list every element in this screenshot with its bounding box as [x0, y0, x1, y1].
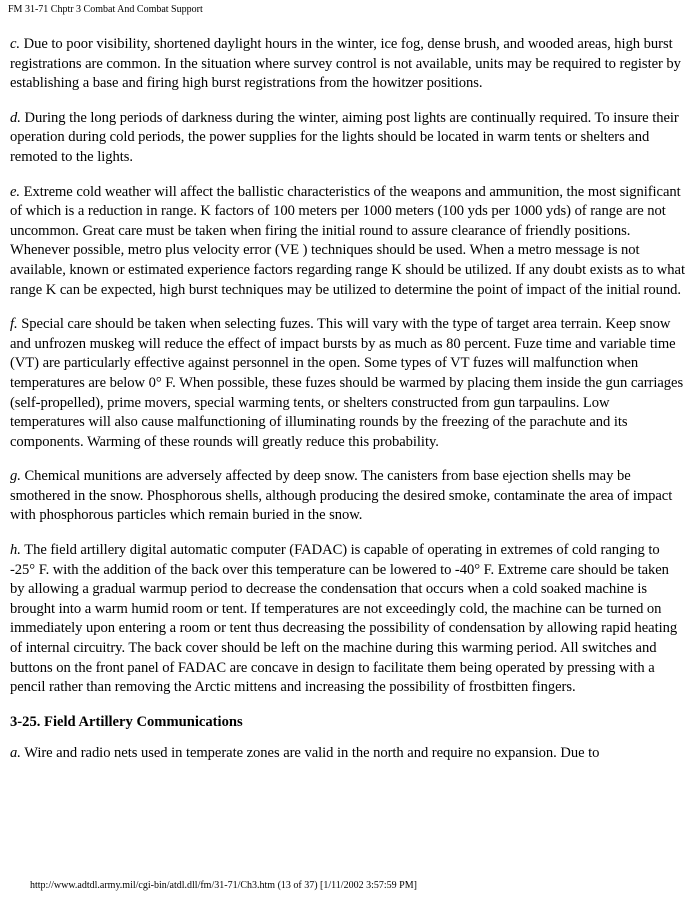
paragraph-e: [10, 183, 686, 301]
paragraph-c: [10, 35, 686, 94]
paragraph-d-text: During the long periods of darkness during the winter, aiming post lights are continually required. To insure their operation during cold periods, the power supplies for the lights should be located in warm tents or shelters and remoted to the lights.: [10, 109, 679, 165]
paragraph-h: [10, 541, 686, 698]
document-body: [10, 35, 686, 779]
paragraph-d: [10, 109, 686, 168]
paragraph-d-lead: d.: [10, 109, 21, 126]
paragraph-g-text: Chemical munitions are adversely affected by deep snow. The canisters from base ejection shells may be smothered in the snow. Phosphorous shells, although producing the desired smoke, contaminate the area of impact with phosphorous particles which remain buried in the snow.: [10, 468, 673, 524]
paragraph-c-text: Due to poor visibility, shortened daylight hours in the winter, ice fog, dense brush, and wooded areas, high burst registrations are common. In the situation where survey control is not available, units may be required to register by establishing a base and firing high burst registrations from the howitzer positions.: [10, 36, 681, 92]
section-paragraph-a: [10, 744, 686, 764]
page-header-title: FM 31-71 Chptr 3 Combat And Combat Support: [8, 4, 203, 15]
paragraph-c-lead: c.: [10, 36, 21, 52]
paragraph-g: [10, 467, 686, 526]
section-heading: 3-25. Field Artillery Communications: [10, 713, 243, 730]
section-paragraph-a-lead: a.: [10, 745, 21, 762]
paragraph-e-text: Extreme cold weather will affect the ballistic characteristics of the weapons and ammunition, the most significant of which is a reduction in range. K factors of 100 meters per 1000 meters (100 yds per 1000 yds) of range are not uncommon. Great care must be taken when firing the initial round to assure clearance of friendly positions. Whenever possible, metro plus velocity error (VE ) techniques should be used. When a metro message is not available, known or estimated experience factors regarding range K should be utilized. If any doubt exists as to what range K can be expected, high burst techniques may be utilized to determine the point of impact of the initial round.: [10, 183, 685, 298]
paragraph-h-text: The field artillery digital automatic computer (FADAC) is capable of operating in extremes of cold ranging to -25° F. with the addition of the back over this temperature can be lowered to -40° F. Extreme care should be taken by allowing a gradual warmup period to decrease the condensation that occurs when a cold soaked machine is brought into a warm humid room or tent. If temperatures are not exceedingly cold, the machine can be turned on immediately upon entering a room or tent thus decreasing the possibility of condensation by allowing rapid heating of internal circuitry. The back cover should be left on the machine during this warming period. All switches and buttons on the front panel of FADAC are concave in design to facilitate them being operated by pressing with a pencil rather than removing the Arctic mittens and increasing the possibility of frostbitten fingers.: [10, 542, 678, 696]
paragraph-g-lead: g.: [10, 468, 21, 485]
paragraph-f-text: Special care should be taken when selecting fuzes. This will vary with the type of target area terrain. Keep snow and unfrozen muskeg will reduce the effect of impact bursts by as much as 80 percent. Fuze time and variable time (VT) are particularly effective against personnel in the open. Some types of VT fuzes will malfunction when temperatures are below 0° F. When possible, these fuzes should be warmed by placing them inside the gun carriages (self-propelled), prime movers, special warming tents, or shelters constructed from gun tarpaulins. Low temperatures will also cause malfunctioning of illuminating rounds by the freezing of the parachute and its components. Warming of these rounds will greatly reduce this probability.: [10, 316, 684, 450]
paragraph-e-lead: e.: [10, 183, 21, 200]
paragraph-f-lead: f.: [10, 316, 18, 333]
paragraph-f: [10, 315, 686, 452]
page-footer-url: http://www.adtdl.army.mil/cgi-bin/atdl.dll/fm/31-71/Ch3.htm (13 of 37) [1/11/2002 3:57:59 PM]: [30, 880, 417, 891]
paragraph-h-lead: h.: [10, 542, 21, 559]
section-paragraph-a-text: Wire and radio nets used in temperate zones are valid in the north and require no expansion. Due to: [24, 745, 600, 762]
